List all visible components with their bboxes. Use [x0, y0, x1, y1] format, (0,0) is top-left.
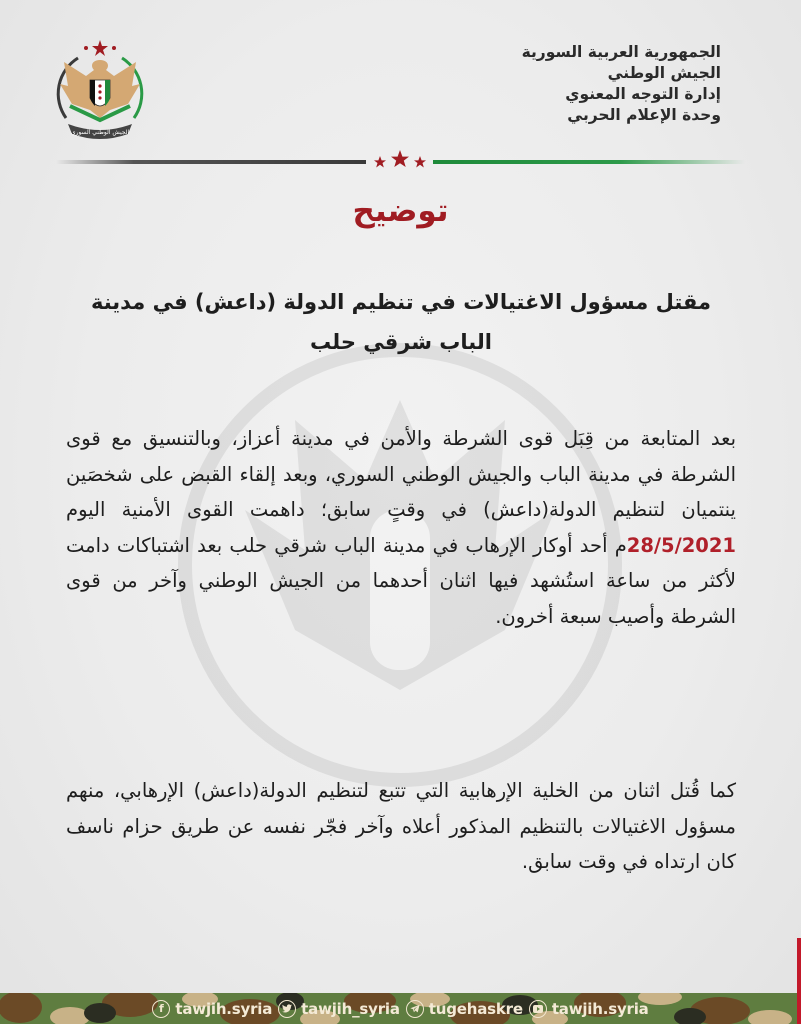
document-title: توضيح	[352, 193, 449, 229]
social-link-telegram[interactable]	[406, 1000, 523, 1018]
footer-camo-bar	[0, 993, 797, 1024]
army-logo	[48, 36, 152, 144]
event-date: 28/5/2021	[626, 533, 736, 557]
telegram-icon	[406, 1000, 424, 1018]
divider-stars-icon	[369, 148, 431, 170]
org-line-media-unit: وحدة الإعلام الحربي	[567, 106, 721, 124]
logo-label: الجيش الوطني السوري	[70, 129, 130, 136]
paragraph-2: كما قُتل اثنان من الخلية الإرهابية التي تتبع لتنظيم الدولة(داعش) الإرهابي، منهم مسؤول الاغتيالات بالتنظيم المذكور أعلاه وآخر فجّر نفسه عن طريق حزام ناسف كان ارتداه في وقت سابق.	[66, 779, 736, 873]
facebook-handle: tawjih.syria	[175, 999, 273, 1018]
logo-stars	[84, 40, 116, 56]
document-headline: مقتل مسؤول الاغتيالات في تنظيم الدولة (داعش) في مدينة الباب شرقي حلب	[90, 290, 712, 354]
edge-red-strip	[797, 938, 801, 1024]
paragraph-1	[66, 421, 736, 634]
youtube-handle: tawjih.syria	[551, 999, 649, 1018]
social-links	[0, 993, 797, 1024]
social-link-facebook[interactable]	[152, 1000, 272, 1018]
organization-header	[522, 42, 721, 126]
twitter-icon	[278, 1000, 296, 1018]
org-line-republic: الجمهورية العربية السورية	[521, 43, 721, 61]
youtube-icon	[529, 1000, 547, 1018]
social-link-twitter[interactable]	[278, 1000, 400, 1018]
org-line-department: إدارة التوجه المعنوي	[565, 85, 721, 103]
paragraph-1-text-after-date: م أحد أوكار الإرهاب في مدينة الباب شرقي حلب بعد اشتباكات دامت لأكثر من ساعة استُشهد فيها اثنان أحدهما من الجيش الوطني وآخر من قوى الشرطة وأصيب سبعة أخرون.	[66, 533, 736, 628]
paragraph-1-text-before-date: بعد المتابعة من قِبَل قوى الشرطة والأمن في مدينة أعزاز، وبالتنسيق مع قوى الشرطة في مدينة الباب والجيش الوطني السوري، وبعد إلقاء القبض على شخصَين ينتميان لتنظيم الدولة(داعش) في وقتٍ سابق؛ داهمت القوى الأمنية اليوم	[66, 427, 736, 521]
header-divider	[56, 148, 746, 170]
twitter-handle: tawjih_syria	[301, 999, 400, 1018]
telegram-handle: tugehaskre	[428, 999, 523, 1018]
social-link-youtube[interactable]	[529, 1000, 649, 1018]
divider-line-green	[433, 160, 745, 164]
org-line-army: الجيش الوطني	[607, 64, 721, 82]
facebook-icon: f	[152, 1000, 170, 1018]
divider-line-dark	[56, 160, 366, 164]
